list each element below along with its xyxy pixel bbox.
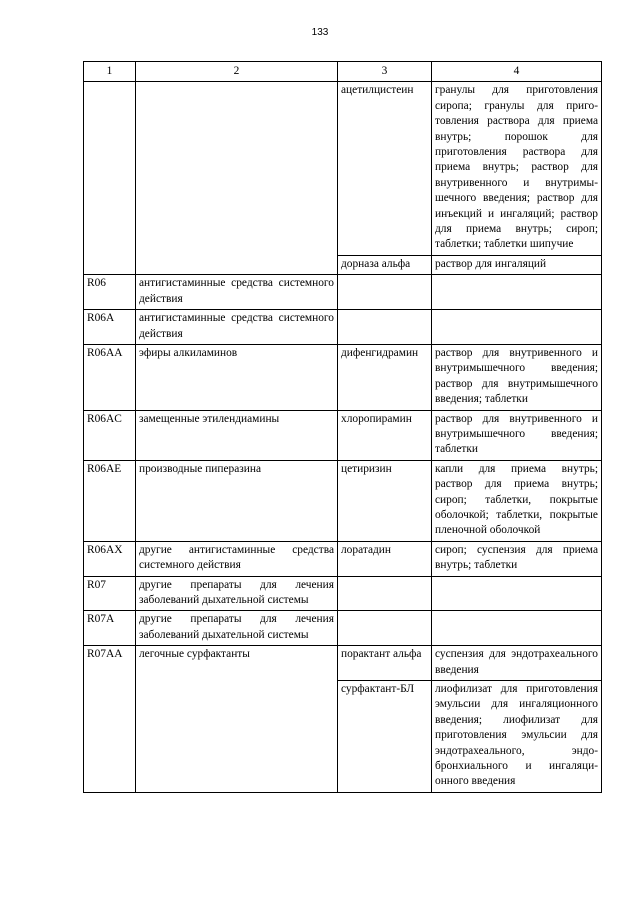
table-row [84,611,602,646]
substance-cell: цетиризин [338,460,432,541]
table-row [84,82,602,255]
atc-code-cell [84,82,136,275]
table-row [84,646,602,681]
group-cell: антигистаминные средства системного действия [136,310,338,345]
dosage-forms-cell [432,611,602,646]
header-col-1: 1 [84,62,136,82]
table-row [84,576,602,611]
dosage-forms-cell: раствор для ингаляций [432,255,602,274]
header-col-4: 4 [432,62,602,82]
group-cell: эфиры алкиламинов [136,344,338,410]
table-row [84,344,602,410]
group-cell: производные пиперазина [136,460,338,541]
substance-cell: лоратадин [338,541,432,576]
group-cell: другие препараты для лечения заболеваний дыхательной системы [136,611,338,646]
substance-cell: дорназа альфа [338,255,432,274]
atc-code-cell: R06A [84,310,136,345]
group-cell: замещенные этилендиамины [136,410,338,460]
table-row [84,310,602,345]
atc-code-cell: R06AX [84,541,136,576]
substance-cell [338,275,432,310]
dosage-forms-cell: лиофилизат для приготовления эмульсии для ингаляционного введения; лиофилизат для приготовления эмульсии для эндотрахеального, эндобронхиального и ингаляционного введения [432,681,602,793]
group-cell: другие антигистаминные средства системного действия [136,541,338,576]
atc-code-cell: R06AE [84,460,136,541]
dosage-forms-cell [432,275,602,310]
substance-cell [338,310,432,345]
dosage-forms-cell: раствор для внутривенного и внутримышечного введения; таблетки [432,410,602,460]
substance-cell [338,576,432,611]
substance-cell: дифенгидрамин [338,344,432,410]
atc-code-cell: R07 [84,576,136,611]
atc-code-cell: R06 [84,275,136,310]
header-col-2: 2 [136,62,338,82]
dosage-forms-cell [432,576,602,611]
atc-code-cell: R06AC [84,410,136,460]
substance-cell: порактант альфа [338,646,432,681]
table-row [84,460,602,541]
table-row [84,541,602,576]
atc-code-cell: R07A [84,611,136,646]
group-cell: другие препараты для лечения заболеваний дыхательной системы [136,576,338,611]
table-row [84,410,602,460]
medication-table [83,61,602,793]
substance-cell: сурфактант-БЛ [338,681,432,793]
dosage-forms-cell: раствор для внутривенного и внутримышечного введения; раствор для внутримышечного введения; таблетки [432,344,602,410]
page-number: 133 [311,27,329,38]
group-cell: антигистаминные средства системного действия [136,275,338,310]
substance-cell [338,611,432,646]
dosage-forms-cell: капли для приема внутрь; раствор для приема внутрь; сироп; таблетки, покрытые оболочкой; таблетки, покрытые пленочной оболочкой [432,460,602,541]
dosage-forms-cell: суспензия для эндотрахеального введения [432,646,602,681]
atc-code-cell: R07AA [84,646,136,793]
dosage-forms-cell [432,310,602,345]
group-cell: легочные сурфактанты [136,646,338,793]
table-header-row [84,62,602,82]
header-col-3: 3 [338,62,432,82]
group-cell [136,82,338,275]
table-row [84,275,602,310]
atc-code-cell: R06AA [84,344,136,410]
dosage-forms-cell: сироп; суспензия для приема внутрь; таблетки [432,541,602,576]
substance-cell: ацетилцистеин [338,82,432,255]
substance-cell: хлоропирамин [338,410,432,460]
dosage-forms-cell: гранулы для приготовления сиропа; гранулы для приготовления раствора для приема внутрь; порошок для приготовления раствора для приема внутрь; раствор для внутривенного и внутримышечного введения; раствор для инъекций и ингаляций; раствор для приема внутрь; сироп; таблетки; таблетки шипучие [432,82,602,255]
